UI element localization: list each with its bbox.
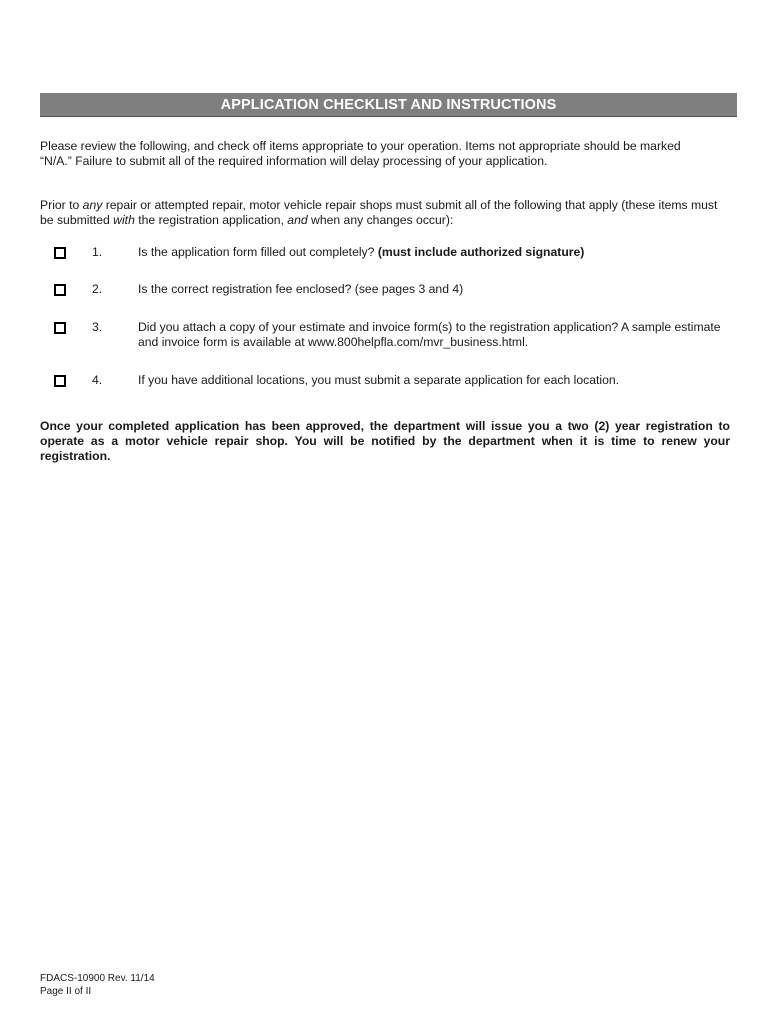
item-number: 1.	[92, 245, 103, 259]
emphasis-any: any	[82, 198, 103, 212]
form-id: FDACS-10900 Rev. 11/14	[40, 973, 155, 984]
checkbox-1[interactable]	[54, 247, 66, 259]
item-text: If you have additional locations, you must submit a separate application for each location.	[138, 373, 620, 387]
item-text: Is the application form filled out completely? (must include authorized signature)	[138, 245, 585, 259]
page-title: APPLICATION CHECKLIST AND INSTRUCTIONS	[220, 96, 557, 113]
page-footer	[40, 972, 155, 998]
section-title-bar	[40, 93, 737, 117]
intro-line-1: Please review the following, and check off items appropriate to your operation. Items not appropriate should be marked	[40, 139, 681, 153]
checkbox-2[interactable]	[54, 284, 66, 296]
page-number: Page II of II	[40, 986, 92, 997]
item-number: 4.	[92, 373, 103, 387]
closing-paragraph: Once your completed application has been approved, the department will issue you a two (2) year registration to operate as a motor vehicle repair shop. You will be notified by the department when it is time to renew your registration.	[40, 419, 730, 463]
emphasis-and: and	[287, 213, 308, 227]
item-text: Is the correct registration fee enclosed? (see pages 3 and 4)	[138, 282, 464, 296]
item-number: 3.	[92, 320, 103, 334]
checkbox-3[interactable]	[54, 322, 66, 334]
emphasis-with: with	[113, 213, 135, 227]
item-text: Did you attach a copy of your estimate and invoice form(s) to the registration application? A sample estimate and invoice form is available at www.800helpfla.com/mvr_business.html.	[138, 320, 721, 349]
intro-paragraph	[40, 139, 730, 169]
checkbox-4[interactable]	[54, 375, 66, 387]
signature-requirement: (must include authorized signature)	[377, 245, 585, 259]
intro-line-2: “N/A.” Failure to submit all of the required information will delay processing of your application.	[40, 154, 548, 168]
item-number: 2.	[92, 282, 103, 296]
prior-repair-paragraph: Prior to any repair or attempted repair, motor vehicle repair shops must submit all of the following that apply (these items must be submitted with the registration application, and when any changes occur):	[40, 198, 718, 227]
